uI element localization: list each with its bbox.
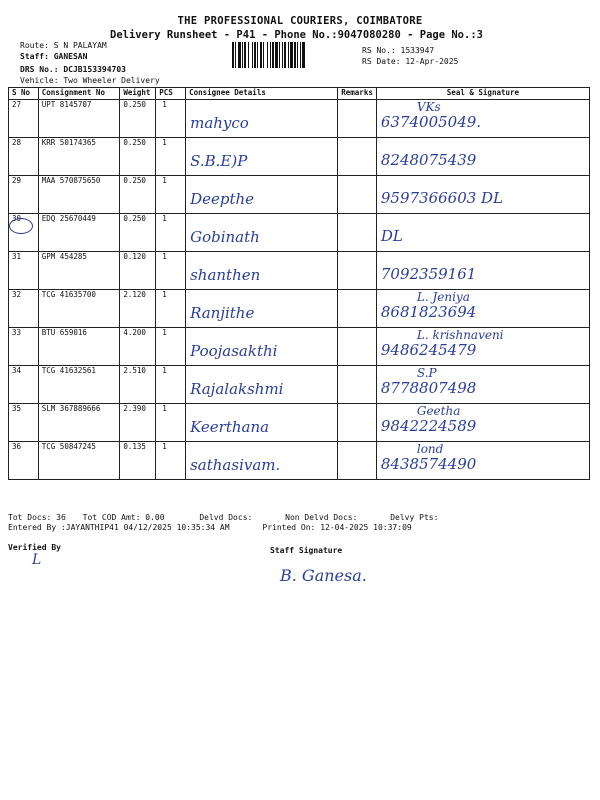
verified-by-label: Verified By — [8, 543, 61, 552]
consignee-cell — [186, 252, 338, 290]
remarks-cell — [338, 214, 377, 252]
consignment-cell: BTU 659016 — [38, 328, 120, 366]
footer-totals — [8, 513, 438, 523]
staff-text: Staff: GANESAN — [20, 52, 88, 61]
route-meta — [20, 40, 160, 86]
pcs-cell: 1 — [156, 290, 186, 328]
consignee-handwritten: Gobinath — [190, 228, 260, 246]
signature-phone: 7092359161 — [380, 265, 477, 283]
verified-signature: L — [32, 552, 42, 568]
weight-cell: 2.510 — [120, 366, 156, 404]
consignee-cell — [186, 404, 338, 442]
consignee-handwritten: Ranjithe — [190, 304, 255, 322]
consignee-cell — [186, 366, 338, 404]
row-30-circle-mark — [9, 218, 33, 234]
barcode-bar — [282, 42, 283, 68]
consignment-cell: TCG 50847245 — [38, 442, 120, 480]
sno-cell: 30 — [9, 214, 39, 252]
barcode-bar — [254, 42, 256, 68]
weight-cell: 0.120 — [120, 252, 156, 290]
table-row — [9, 328, 590, 366]
remarks-cell — [338, 290, 377, 328]
barcode — [232, 42, 352, 68]
consignment-cell: UPT 8145707 — [38, 100, 120, 138]
remarks-cell — [338, 138, 377, 176]
weight-cell: 0.135 — [120, 442, 156, 480]
entered-by: Entered By :JAYANTHIP41 04/12/2025 10:35:34 AM — [8, 523, 230, 532]
delvd-docs: Delvd Docs: — [199, 513, 253, 522]
consignment-cell: TCG 41635700 — [38, 290, 120, 328]
consignee-cell — [186, 328, 338, 366]
signature-phone: 8248075439 — [380, 151, 477, 169]
signature-phone: 9842224589 — [380, 417, 477, 435]
tot-cod: Tot COD Amt: 0.00 — [82, 513, 165, 522]
remarks-cell — [338, 328, 377, 366]
pcs-cell: 1 — [156, 328, 186, 366]
barcode-bar — [284, 42, 286, 68]
table-row — [9, 404, 590, 442]
weight-cell: 2.390 — [120, 404, 156, 442]
staff-signature-hand: B. Ganesa. — [280, 566, 367, 585]
signature-cell — [376, 328, 589, 366]
weight-cell: 0.250 — [120, 138, 156, 176]
pcs-cell: 1 — [156, 442, 186, 480]
barcode-bar — [248, 42, 249, 68]
remarks-cell — [338, 404, 377, 442]
table-header-row — [9, 88, 590, 100]
signature-cell — [376, 290, 589, 328]
pcs-cell: 1 — [156, 138, 186, 176]
sno-cell: 36 — [9, 442, 39, 480]
signature-cell — [376, 138, 589, 176]
sno-cell: 31 — [9, 252, 39, 290]
rs-no-text: RS No.: 1533947 — [362, 46, 435, 55]
barcode-bar — [272, 42, 274, 68]
col-consignee: Consignee Details — [186, 88, 338, 100]
table-row — [9, 100, 590, 138]
weight-cell: 0.250 — [120, 100, 156, 138]
barcode-bar — [290, 42, 293, 68]
pcs-cell: 1 — [156, 176, 186, 214]
pcs-cell: 1 — [156, 214, 186, 252]
signature-phone: 9486245479 — [380, 341, 477, 359]
signature-cell — [376, 442, 589, 480]
consignment-cell: TCG 41632561 — [38, 366, 120, 404]
remarks-cell — [338, 100, 377, 138]
table-row — [9, 366, 590, 404]
signature-phone: 6374005049. — [380, 113, 482, 131]
table-row — [9, 214, 590, 252]
consignee-cell — [186, 442, 338, 480]
drs-text: DRS No.: DCJB153394703 — [20, 65, 126, 74]
barcode-bar — [235, 42, 236, 68]
col-consignment: Consignment No — [38, 88, 120, 100]
barcode-bar — [300, 42, 301, 68]
weight-cell: 0.250 — [120, 214, 156, 252]
delivery-table — [8, 87, 590, 480]
sno-cell: 32 — [9, 290, 39, 328]
table-row — [9, 176, 590, 214]
barcode-bar — [257, 42, 258, 68]
rs-date-text: RS Date: 12-Apr-2025 — [362, 57, 459, 66]
remarks-cell — [338, 176, 377, 214]
remarks-cell — [338, 442, 377, 480]
barcode-bar — [279, 42, 280, 68]
signature-cell — [376, 366, 589, 404]
delvy-pts: Delvy Pts: — [390, 513, 439, 522]
printed-on: Printed On: 12-04-2025 10:37:09 — [262, 523, 412, 532]
col-remarks: Remarks — [338, 88, 377, 100]
signature-phone: 9597366603 DL — [380, 189, 504, 207]
signature-phone: 8778807498 — [380, 379, 477, 397]
consignment-cell: GPM 454285 — [38, 252, 120, 290]
remarks-cell — [338, 366, 377, 404]
col-seal-signature: Seal & Signature — [376, 88, 589, 100]
signature-name: Geetha — [416, 404, 461, 418]
consignment-cell: MAA 570875650 — [38, 176, 120, 214]
signature-phone: 8438574490 — [380, 455, 477, 473]
rs-meta — [362, 45, 458, 67]
barcode-bar — [302, 42, 305, 68]
consignee-cell — [186, 214, 338, 252]
table-row — [9, 252, 590, 290]
consignment-cell: KRR 50174365 — [38, 138, 120, 176]
weight-cell: 2.120 — [120, 290, 156, 328]
consignee-cell — [186, 138, 338, 176]
pcs-cell: 1 — [156, 404, 186, 442]
consignee-cell — [186, 176, 338, 214]
signature-cell — [376, 100, 589, 138]
sno-cell: 35 — [9, 404, 39, 442]
col-sno: S No — [9, 88, 39, 100]
signature-cell — [376, 404, 589, 442]
weight-cell: 0.250 — [120, 176, 156, 214]
consignee-handwritten: Keerthana — [190, 418, 270, 436]
barcode-bar — [252, 42, 253, 68]
sno-cell: 34 — [9, 366, 39, 404]
pcs-cell: 1 — [156, 366, 186, 404]
table-row — [9, 138, 590, 176]
footer-entry — [8, 523, 412, 533]
weight-cell: 4.200 — [120, 328, 156, 366]
barcode-bar — [267, 42, 268, 68]
remarks-cell — [338, 252, 377, 290]
barcode-bar — [242, 42, 243, 68]
signature-name: lond — [416, 442, 444, 456]
table-row — [9, 442, 590, 480]
pcs-cell: 1 — [156, 252, 186, 290]
consignment-cell: SLM 367889666 — [38, 404, 120, 442]
runsheet-title: Delivery Runsheet - P41 - Phone No.:9047080280 - Page No.:3 — [110, 29, 483, 41]
barcode-bar — [297, 42, 298, 68]
col-pcs: PCS — [156, 88, 186, 100]
consignment-cell: EDQ 25670449 — [38, 214, 120, 252]
consignee-handwritten: Deepthe — [190, 190, 255, 208]
sno-cell: 27 — [9, 100, 39, 138]
table-row — [9, 290, 590, 328]
consignee-cell — [186, 100, 338, 138]
barcode-bar — [288, 42, 289, 68]
barcode-bar — [294, 42, 296, 68]
consignee-handwritten: sathasivam. — [190, 456, 281, 474]
signature-cell — [376, 176, 589, 214]
consignee-handwritten: mahyco — [190, 114, 249, 132]
barcode-bar — [270, 42, 271, 68]
consignee-handwritten: S.B.E)P — [190, 152, 248, 170]
signature-name: S.P — [416, 366, 437, 380]
barcode-bar — [275, 42, 278, 68]
signature-name: L. krishnaveni — [416, 328, 504, 342]
sno-cell: 33 — [9, 328, 39, 366]
signature-phone: DL — [380, 227, 403, 245]
staff-signature-label: Staff Signature — [270, 546, 343, 555]
signature-name: L. Jeniya — [416, 290, 470, 304]
consignee-handwritten: Poojasakthi — [190, 342, 278, 360]
consignee-handwritten: shanthen — [190, 266, 261, 284]
company-title: THE PROFESSIONAL COURIERS, COIMBATORE — [177, 15, 423, 27]
signature-cell — [376, 252, 589, 290]
pcs-cell: 1 — [156, 100, 186, 138]
consignee-handwritten: Rajalakshmi — [190, 380, 284, 398]
vehicle-text: Vehicle: Two Wheeler Delivery — [20, 76, 160, 85]
signature-phone: 8681823694 — [380, 303, 477, 321]
sno-cell: 29 — [9, 176, 39, 214]
barcode-bar — [238, 42, 241, 68]
signature-name: VKs — [416, 100, 441, 114]
barcode-bar — [232, 42, 234, 68]
barcode-bar — [263, 42, 264, 68]
tot-docs: Tot Docs: 36 — [8, 513, 66, 522]
non-delvd-docs: Non Delvd Docs: — [285, 513, 358, 522]
consignee-cell — [186, 290, 338, 328]
route-text: Route: S N PALAYAM — [20, 41, 107, 50]
signature-cell — [376, 214, 589, 252]
sno-cell: 28 — [9, 138, 39, 176]
barcode-bar — [260, 42, 262, 68]
col-weight: Weight — [120, 88, 156, 100]
barcode-bar — [244, 42, 246, 68]
